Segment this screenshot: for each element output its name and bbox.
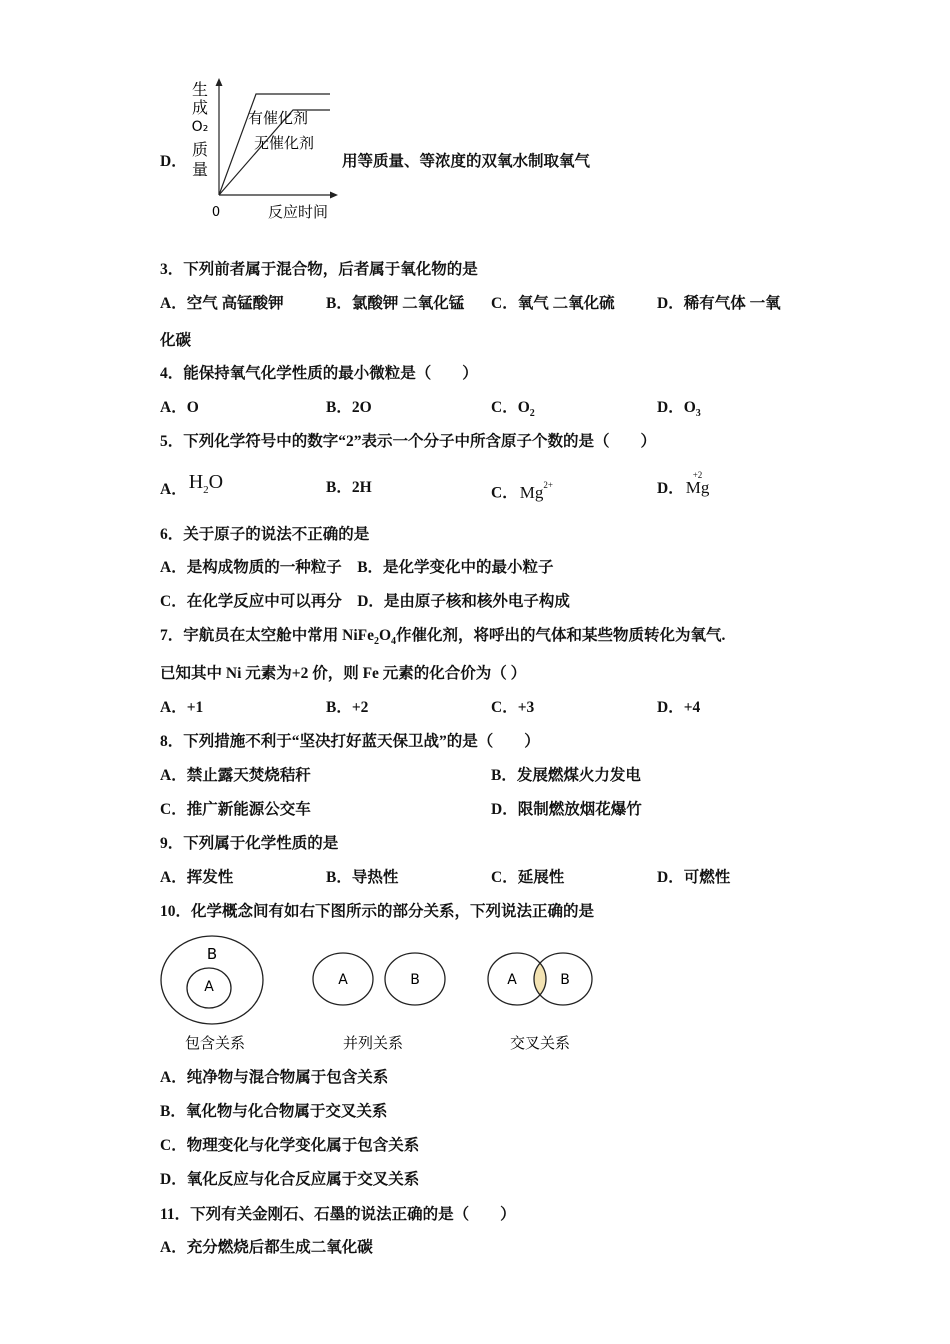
caption-parallel: 并列关系 bbox=[342, 1034, 404, 1052]
q10-option-d[interactable]: D．氧化反应与化合反应属于交叉关系 bbox=[160, 1171, 420, 1188]
chart-origin-label: 0 bbox=[211, 205, 221, 220]
caption-contain: 包含关系 bbox=[184, 1034, 246, 1052]
q7-stem-line2: 已知其中 Ni 元素为+2 价，则 Fe 元素的化合价为（ ） bbox=[160, 665, 527, 682]
chart-ylabel-5: 量 bbox=[191, 160, 209, 179]
q3-option-a[interactable]: A．空气 高锰酸钾 bbox=[160, 295, 284, 312]
chart-ylabel-4: 质 bbox=[191, 140, 209, 159]
q3-option-c[interactable]: C．氧气 二氧化硫 bbox=[491, 295, 615, 312]
caption-cross: 交叉关系 bbox=[509, 1034, 571, 1052]
q4-option-b[interactable]: B．2O bbox=[326, 399, 372, 416]
q7-option-d[interactable]: D．+4 bbox=[657, 699, 701, 716]
q7-option-c[interactable]: C．+3 bbox=[491, 699, 535, 716]
q7-stem-line1: 7．宇航员在太空舱中常用 $NiFe_2O_4$作催化剂，将呼出的气体和某些物质转化为氧气. bbox=[160, 627, 726, 648]
q7-option-a[interactable]: A．+1 bbox=[160, 699, 204, 716]
chart-ylabel-3: O₂ bbox=[191, 119, 209, 135]
q8-option-a[interactable]: A．禁止露天焚烧秸秆 bbox=[160, 767, 311, 784]
oxygen-mass-chart bbox=[182, 75, 342, 225]
q8-option-d[interactable]: D．限制燃放烟花爆竹 bbox=[491, 801, 642, 818]
q9-option-b[interactable]: B．导热性 bbox=[326, 869, 399, 886]
contain-label-b: B bbox=[206, 945, 218, 963]
q4-stem: 4．能保持氧气化学性质的最小微粒是（ ） bbox=[160, 365, 478, 382]
q10-stem: 10．化学概念间有如右下图所示的部分关系，下列说法正确的是 bbox=[160, 903, 595, 920]
cross-label-b: B bbox=[560, 972, 570, 988]
series-label-catalyst: 有催化剂 bbox=[248, 109, 309, 127]
chart-ylabel-2: 成 bbox=[191, 98, 209, 117]
q4-option-d[interactable]: D．$O_3$ bbox=[657, 399, 701, 420]
cross-label-a: A bbox=[507, 972, 517, 988]
q8-stem: 8．下列措施不利于“坚决打好蓝天保卫战”的是（ ） bbox=[160, 733, 540, 750]
q3-option-b[interactable]: B．氯酸钾 二氧化锰 bbox=[326, 295, 465, 312]
q10-option-b[interactable]: B．氧化物与化合物属于交叉关系 bbox=[160, 1103, 388, 1120]
q3-stem: 3．下列前者属于混合物，后者属于氧化物的是 bbox=[160, 261, 478, 278]
q10-option-a[interactable]: A．纯净物与混合物属于包含关系 bbox=[160, 1069, 389, 1086]
parallel-label-b: B bbox=[410, 972, 420, 988]
q8-option-b[interactable]: B．发展燃煤火力发电 bbox=[491, 767, 641, 784]
q6-options-ab[interactable]: A．是构成物质的一种粒子 B．是化学变化中的最小粒子 bbox=[160, 559, 554, 576]
q4-option-c[interactable]: C．$O_2$ bbox=[491, 399, 535, 420]
q3-option-d[interactable]: D．稀有气体 一氧 bbox=[657, 295, 781, 312]
chart-x-arrow bbox=[330, 192, 338, 199]
parallel-label-a: A bbox=[338, 972, 348, 988]
q9-option-d[interactable]: D．可燃性 bbox=[657, 869, 731, 886]
q6-options-cd[interactable]: C．在化学反应中可以再分 D．是由原子核和核外电子构成 bbox=[160, 593, 570, 610]
contain-label-a: A bbox=[204, 979, 214, 995]
q8-option-c[interactable]: C．推广新能源公交车 bbox=[160, 801, 311, 818]
q11-option-a[interactable]: A．充分燃烧后都生成二氧化碳 bbox=[160, 1239, 373, 1256]
option-d-caption: 用等质量、等浓度的双氧水制取氧气 bbox=[342, 153, 591, 170]
q5-stem: 5．下列化学符号中的数字“2”表示一个分子中所含原子个数的是（ ） bbox=[160, 433, 657, 450]
q9-option-a[interactable]: A．挥发性 bbox=[160, 869, 234, 886]
q4-option-a[interactable]: A．O bbox=[160, 399, 199, 416]
q11-stem: 11．下列有关金刚石、石墨的说法正确的是（ ） bbox=[160, 1206, 516, 1223]
chart-ylabel-1: 生 bbox=[191, 80, 209, 99]
series-label-no-catalyst: 无催化剂 bbox=[254, 134, 315, 152]
q5-option-a[interactable]: A． $H_2O$ bbox=[160, 471, 224, 498]
q7-option-b[interactable]: B．+2 bbox=[326, 699, 369, 716]
q3-option-d-continued: 化碳 bbox=[160, 332, 192, 349]
q5-option-d[interactable]: D． +2 Mg bbox=[657, 470, 710, 497]
chart-xlabel: 反应时间 bbox=[268, 203, 329, 221]
q9-option-c[interactable]: C．延展性 bbox=[491, 869, 565, 886]
q10-option-c[interactable]: C．物理变化与化学变化属于包含关系 bbox=[160, 1137, 420, 1154]
option-d-letter: D． bbox=[160, 153, 187, 170]
chart-y-arrow bbox=[216, 78, 223, 86]
q6-stem: 6．关于原子的说法不正确的是 bbox=[160, 526, 370, 543]
q5-option-c[interactable]: C． $Mg^{2+}$ bbox=[491, 480, 553, 502]
q9-stem: 9．下列属于化学性质的是 bbox=[160, 835, 339, 852]
q5-option-b[interactable]: B．2H bbox=[326, 479, 372, 496]
concept-relations-diagram bbox=[155, 932, 595, 1057]
